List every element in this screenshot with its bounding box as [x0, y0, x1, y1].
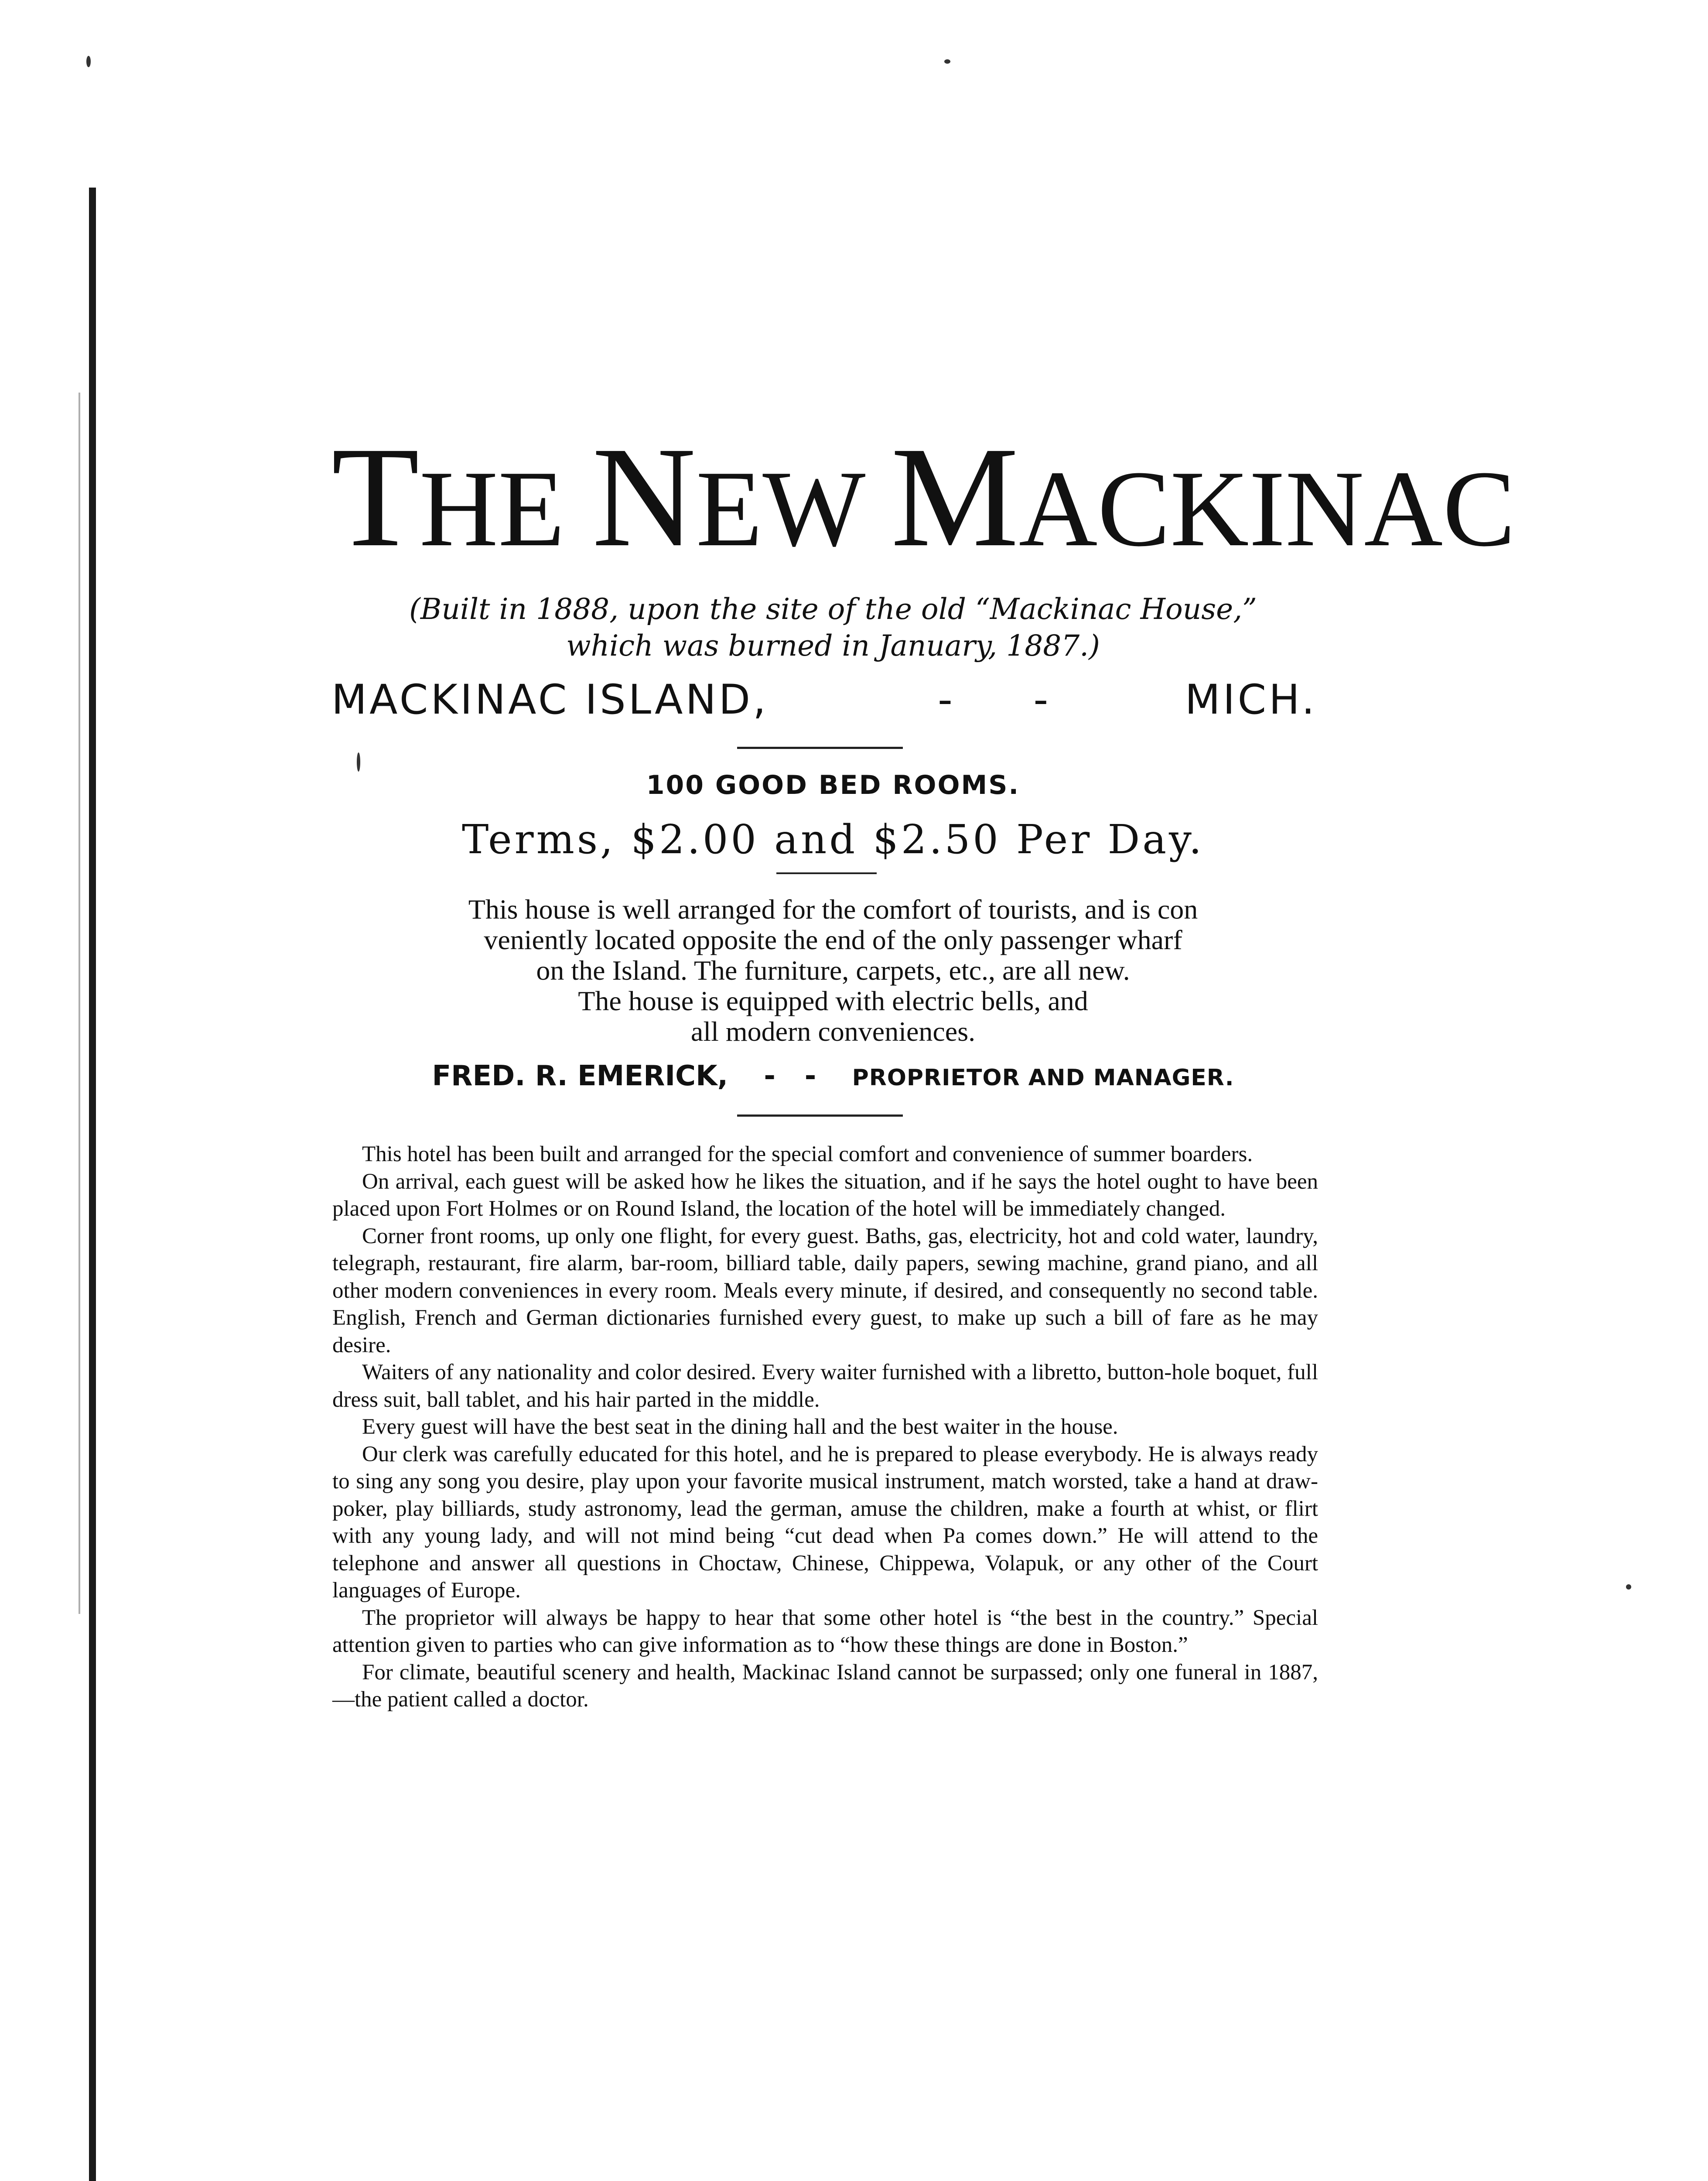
paragraph: Our clerk was carefully educated for this hotel, and he is prepared to please everybody. He is always ready to sing any song you desire, play upon your favorite musical instrument, match worsted, take a hand at draw-poker, play billiards, study astronomy, lead the german, amuse the children, make a fourth at whist, or flirt with any young lady, and will not mind being “cut dead when Pa comes down.” He will attend to the telephone and answer all questions in Choctaw, Chinese, Chippewa, Volapuk, or any other of the Court languages of Europe. [332, 1442, 1318, 1603]
built-note-line: which was burned in January, 1887.) [566, 629, 1100, 663]
proprietor-role: PROPRIETOR AND MANAGER. [852, 1065, 1234, 1091]
divider-rule [737, 1114, 903, 1117]
binding-margin-shadow [79, 393, 80, 1614]
location-state: MICH. [1185, 676, 1317, 724]
print-speck [1626, 1584, 1631, 1590]
paragraph: This hotel has been built and arranged for the special comfort and convenience of summer boarders. [362, 1142, 1253, 1166]
print-speck [944, 59, 950, 64]
paragraph: For climate, beautiful scenery and health, Mackinac Island cannot be surpassed; only one funeral in 1887,—the patient called a doctor. [332, 1660, 1318, 1712]
paragraph: On arrival, each guest will be asked how he likes the situation, and if he says the hotel ought to have been placed upon Fort Holmes or on Round Island, the location of the hotel will be immediately changed. [332, 1169, 1318, 1221]
proprietor-line [331, 1058, 1335, 1096]
location-place: MACKINAC ISLAND, [331, 676, 769, 724]
paragraph: Corner front rooms, up only one flight, for every guest. Baths, gas, electricity, hot and cold water, laundry, telegraph, restaurant, fire alarm, bar-room, billiard table, daily papers, sewing machine, grand piano, and all other modern conveniences in every room. Meals every minute, if desired, and consequently no second table. English, French and German dictionaries furnished every guest, to make up such a bill of fare as he may desire. [332, 1224, 1318, 1357]
description-line: veniently located opposite the end of the only passenger wharf [484, 924, 1182, 955]
location-dashes: - - [938, 676, 1051, 724]
binding-margin-rule [89, 188, 96, 2181]
built-note [331, 591, 1335, 664]
paragraph: Every guest will have the best seat in the dining hall and the best waiter in the house. [362, 1415, 1118, 1439]
hotel-title: THE NEW MACKINAC [331, 417, 1516, 577]
description-line: on the Island. The furniture, carpets, etc., are all new. [536, 955, 1130, 986]
proprietor-dashes: - - [764, 1060, 816, 1092]
hotel-humor-text [332, 1141, 1318, 1713]
terms-line: Terms, $2.00 and $2.50 Per Day. [461, 816, 1205, 863]
house-description [323, 894, 1343, 1047]
description-line: This house is well arranged for the comfort of tourists, and is con [468, 894, 1198, 925]
paragraph: The proprietor will always be happy to hear that some other hotel is “the best in the country.” Special attention given to parties who can give information as to “how these things are done in Boston.” [332, 1605, 1318, 1657]
rooms-count: 100 GOOD BED ROOMS. [646, 770, 1020, 800]
print-speck [86, 56, 91, 67]
description-line: The house is equipped with electric bells, and [578, 985, 1088, 1016]
paragraph: Waiters of any nationality and color desired. Every waiter furnished with a libretto, button-hole boquet, full dress suit, ball tablet, and his hair parted in the middle. [332, 1360, 1318, 1412]
divider-rule [737, 747, 903, 749]
proprietor-name: FRED. R. EMERICK, [432, 1060, 728, 1092]
built-note-line: (Built in 1888, upon the site of the old “Mackinac House,” [409, 592, 1257, 626]
description-line: all modern conveniences. [690, 1016, 976, 1047]
location-line [331, 674, 1317, 726]
divider-rule [776, 872, 877, 874]
